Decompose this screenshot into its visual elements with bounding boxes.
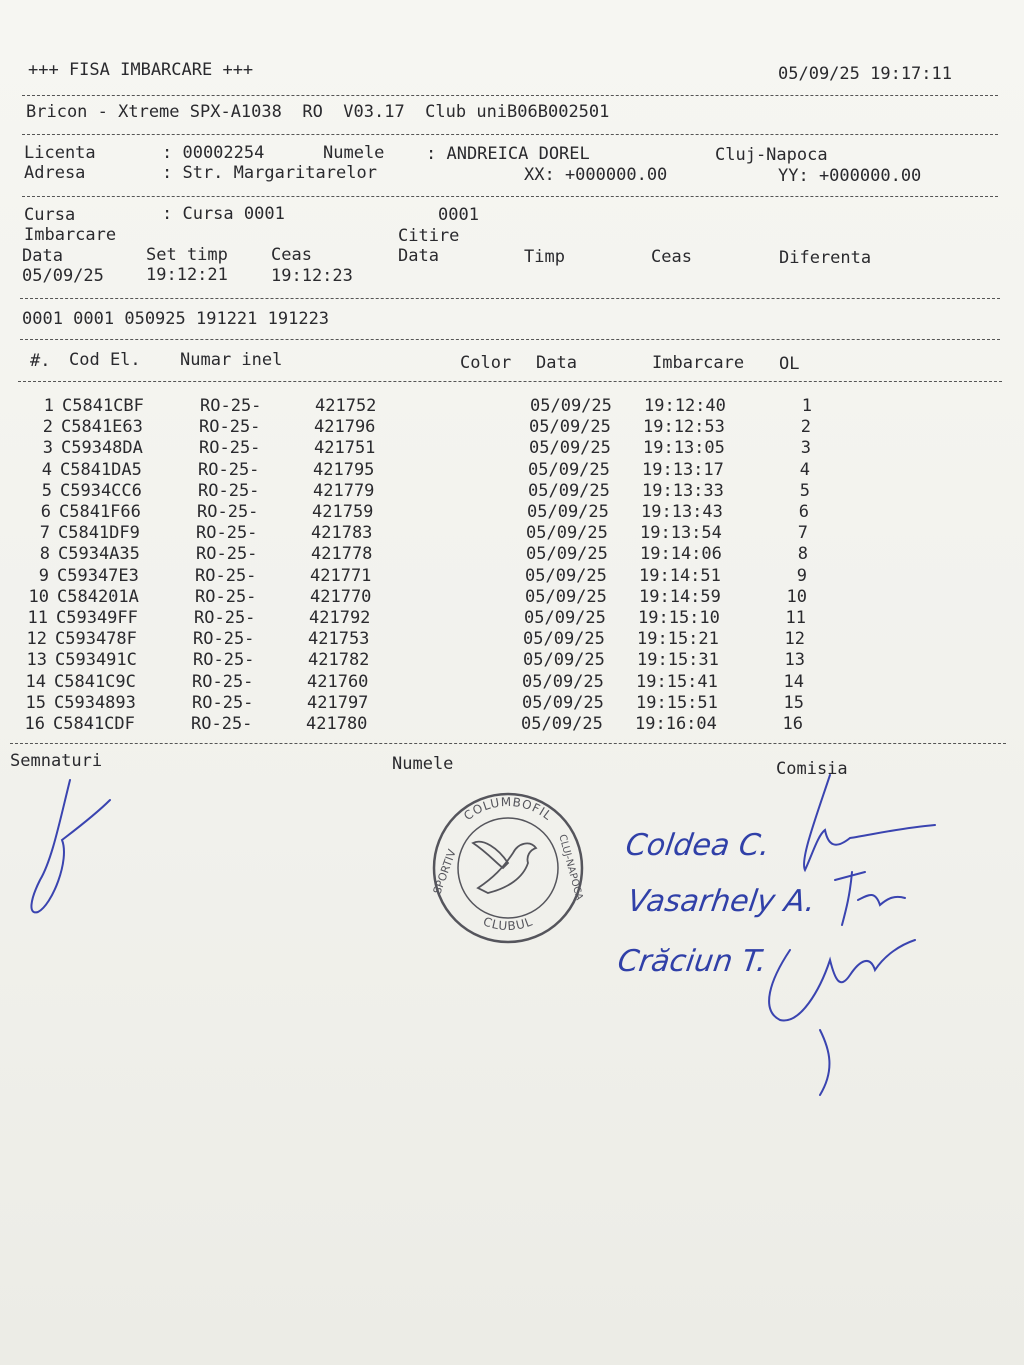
row-date: 05/09/25 xyxy=(526,523,608,544)
row-number: 2 xyxy=(42,417,53,438)
row-ring-number: 421797 xyxy=(307,692,369,713)
col-header-imbarcare: Imbarcare xyxy=(652,353,745,373)
row-ring-number: 421753 xyxy=(308,629,370,650)
row-number: 15 xyxy=(25,692,46,713)
row-ring-prefix: RO-25- xyxy=(198,480,260,501)
row-ol: 8 xyxy=(797,544,808,565)
row-time: 19:15:10 xyxy=(638,608,720,628)
row-ring-prefix: RO-25- xyxy=(193,629,255,650)
row-date: 05/09/25 xyxy=(529,438,611,459)
row-date: 05/09/25 xyxy=(523,650,605,671)
row-code: C5841F66 xyxy=(59,502,141,522)
handwritten-name-3: Crăciun T. xyxy=(615,944,769,979)
row-ol: 4 xyxy=(799,459,810,480)
row-number: 13 xyxy=(26,650,47,671)
row-number: 9 xyxy=(38,565,49,586)
col-header-color: Color xyxy=(460,353,512,373)
row-time: 19:13:33 xyxy=(642,480,724,501)
col-header-ol: OL xyxy=(779,354,800,374)
row-ol: 11 xyxy=(785,608,806,628)
signature-commission-2-icon xyxy=(835,872,905,925)
coord-yy: YY: +000000.00 xyxy=(778,166,922,186)
row-ol: 2 xyxy=(800,417,811,438)
svg-text:CLUBUL xyxy=(481,914,535,933)
row-date: 05/09/25 xyxy=(527,502,609,522)
row-ol: 14 xyxy=(783,671,804,692)
ceas-label: Ceas xyxy=(271,245,312,265)
row-time: 19:14:51 xyxy=(639,565,721,586)
col-header-cod: Cod El. xyxy=(69,350,141,370)
row-ring-number: 421771 xyxy=(310,565,372,586)
row-number: 8 xyxy=(39,544,50,565)
row-number: 16 xyxy=(24,714,45,734)
row-ring-number: 421778 xyxy=(311,544,373,565)
row-number: 4 xyxy=(41,459,52,480)
row-time: 19:13:43 xyxy=(641,502,723,522)
set-timp-label: Set timp xyxy=(146,245,228,265)
row-ring-prefix: RO-25- xyxy=(198,459,260,480)
row-date: 05/09/25 xyxy=(528,459,610,480)
numele-label: Numele xyxy=(323,143,385,163)
licenta-label: Licenta xyxy=(24,143,96,163)
handwritten-name-2: Vasarhely A. xyxy=(625,884,818,919)
row-ring-number: 421770 xyxy=(310,586,372,607)
row-number: 14 xyxy=(25,671,46,692)
row-date: 05/09/25 xyxy=(522,692,604,713)
row-code: C5841E63 xyxy=(61,417,143,438)
row-ring-number: 421792 xyxy=(309,608,371,628)
adresa-label: Adresa xyxy=(24,163,86,183)
row-code: C584201A xyxy=(57,586,139,607)
row-number: 11 xyxy=(27,608,48,628)
imbarcare-date: 05/09/25 xyxy=(22,266,104,286)
row-code: C5934CC6 xyxy=(60,480,142,501)
row-code: C5934A35 xyxy=(58,544,140,565)
cursa-code: 0001 xyxy=(438,205,479,225)
row-code: C593491C xyxy=(55,650,137,671)
row-ring-prefix: RO-25- xyxy=(195,565,257,586)
print-datetime: 05/09/25 19:17:11 xyxy=(778,64,952,84)
licenta-value: : 00002254 xyxy=(162,143,265,163)
row-ring-number: 421779 xyxy=(313,480,375,501)
row-number: 5 xyxy=(41,480,52,501)
row-time: 19:12:53 xyxy=(643,417,725,438)
comisia-label: Comisia xyxy=(776,759,848,779)
row-code: C5934893 xyxy=(54,692,136,713)
row-ring-prefix: RO-25- xyxy=(199,417,261,438)
row-ring-prefix: RO-25- xyxy=(197,502,259,522)
row-date: 05/09/25 xyxy=(524,608,606,628)
stamp-top-text: COLUMBOFIL xyxy=(461,794,556,824)
row-ol: 10 xyxy=(786,586,807,607)
row-number: 3 xyxy=(42,438,53,459)
col-header-inel: Numar inel xyxy=(180,350,283,370)
row-number: 12 xyxy=(26,629,47,650)
row-time: 19:13:54 xyxy=(640,523,722,544)
row-ring-number: 421752 xyxy=(315,396,377,416)
row-ol: 1 xyxy=(801,396,812,416)
numele-value: : ANDREICA DOREL xyxy=(426,144,590,164)
row-ol: 6 xyxy=(798,502,809,522)
row-date: 05/09/25 xyxy=(521,714,603,734)
row-ol: 9 xyxy=(796,565,807,586)
club-stamp-icon xyxy=(431,794,585,942)
row-code: C5841DA5 xyxy=(60,459,142,480)
cursa-value: : Cursa 0001 xyxy=(162,204,285,224)
row-code: C5841CDF xyxy=(53,714,135,734)
row-ol: 13 xyxy=(784,650,805,671)
row-date: 05/09/25 xyxy=(526,544,608,565)
row-ring-prefix: RO-25- xyxy=(199,438,261,459)
row-time: 19:15:41 xyxy=(636,671,718,692)
handwritten-name-1: Coldea C. xyxy=(623,828,773,863)
row-ring-number: 421783 xyxy=(311,523,373,544)
row-ring-number: 421782 xyxy=(308,650,370,671)
row-date: 05/09/25 xyxy=(522,671,604,692)
row-ol: 7 xyxy=(797,523,808,544)
imbarcare-label: Imbarcare xyxy=(24,225,117,245)
row-ring-prefix: RO-25- xyxy=(192,692,254,713)
semnaturi-label: Semnaturi xyxy=(10,751,103,771)
row-time: 19:15:51 xyxy=(636,692,718,713)
signature-left-icon xyxy=(31,780,110,912)
col-header-num: #. xyxy=(30,351,51,371)
row-ring-number: 421795 xyxy=(313,459,375,480)
ceas-value: 19:12:23 xyxy=(271,266,353,286)
row-ring-number: 421796 xyxy=(314,417,376,438)
row-ring-prefix: RO-25- xyxy=(196,523,258,544)
stamp-right-text: CLUJ-NAPOCA xyxy=(556,833,585,902)
coord-xx: XX: +000000.00 xyxy=(524,165,668,185)
row-time: 19:12:40 xyxy=(644,396,726,416)
signature-commission-3-icon xyxy=(769,940,915,1095)
row-date: 05/09/25 xyxy=(528,480,610,501)
row-ring-prefix: RO-25- xyxy=(200,396,262,416)
row-ol: 3 xyxy=(800,438,811,459)
row-code: C59348DA xyxy=(61,438,143,459)
document-title: +++ FISA IMBARCARE +++ xyxy=(28,60,254,80)
row-time: 19:15:31 xyxy=(637,650,719,671)
row-ol: 12 xyxy=(784,629,805,650)
row-code: C5841CBF xyxy=(62,396,144,416)
row-ring-prefix: RO-25- xyxy=(192,671,254,692)
diferenta-label: Diferenta xyxy=(779,248,872,268)
row-number: 6 xyxy=(40,502,51,522)
data-label: Data xyxy=(22,246,63,266)
code-line: 0001 0001 050925 191221 191223 xyxy=(22,309,330,329)
set-timp-value: 19:12:21 xyxy=(146,265,228,285)
row-ring-number: 421759 xyxy=(312,502,374,522)
row-ring-prefix: RO-25- xyxy=(196,544,258,565)
row-ring-number: 421751 xyxy=(314,438,376,459)
row-time: 19:15:21 xyxy=(637,629,719,650)
row-ol: 16 xyxy=(782,714,803,734)
numele-footer-label: Numele xyxy=(392,754,454,774)
row-code: C59347E3 xyxy=(57,565,139,586)
row-time: 19:13:05 xyxy=(643,438,725,459)
cursa-label: Cursa xyxy=(24,205,76,225)
row-number: 1 xyxy=(43,396,54,416)
col-header-data: Data xyxy=(536,353,577,373)
row-code: C5841DF9 xyxy=(58,523,140,544)
citire-label: Citire xyxy=(398,226,460,246)
row-time: 19:13:17 xyxy=(642,459,724,480)
row-ring-number: 421760 xyxy=(307,671,369,692)
row-date: 05/09/25 xyxy=(530,396,612,416)
citire-data-label: Data xyxy=(398,246,439,266)
dove-icon xyxy=(473,842,536,893)
row-date: 05/09/25 xyxy=(529,417,611,438)
row-ol: 5 xyxy=(799,480,810,501)
row-ol: 15 xyxy=(783,692,804,713)
row-time: 19:14:59 xyxy=(639,586,721,607)
row-ring-prefix: RO-25- xyxy=(193,650,255,671)
row-ring-prefix: RO-25- xyxy=(194,608,256,628)
row-code: C5841C9C xyxy=(54,671,136,692)
stamp-left-text: SPORTIV xyxy=(430,847,459,896)
adresa-value: : Str. Margaritarelor xyxy=(162,163,377,183)
row-time: 19:16:04 xyxy=(635,714,717,734)
ceas2-label: Ceas xyxy=(651,247,692,267)
row-number: 10 xyxy=(28,586,49,607)
row-date: 05/09/25 xyxy=(525,565,607,586)
svg-text:COLUMBOFIL xyxy=(461,795,555,823)
row-ring-prefix: RO-25- xyxy=(195,586,257,607)
city: Cluj-Napoca xyxy=(715,145,828,165)
row-number: 7 xyxy=(39,523,50,544)
stamp-bottom-text: CLUBUL xyxy=(481,914,535,934)
row-code: C593478F xyxy=(55,629,137,650)
row-date: 05/09/25 xyxy=(525,586,607,607)
row-date: 05/09/25 xyxy=(523,629,605,650)
signature-commission-1-icon xyxy=(804,775,935,870)
row-ring-prefix: RO-25- xyxy=(191,714,253,734)
device-line: Bricon - Xtreme SPX-A1038 RO V03.17 Club uniB06B002501 xyxy=(26,102,610,122)
row-ring-number: 421780 xyxy=(306,714,368,734)
timp-label: Timp xyxy=(524,247,565,267)
row-code: C59349FF xyxy=(56,608,138,628)
row-time: 19:14:06 xyxy=(640,544,722,565)
